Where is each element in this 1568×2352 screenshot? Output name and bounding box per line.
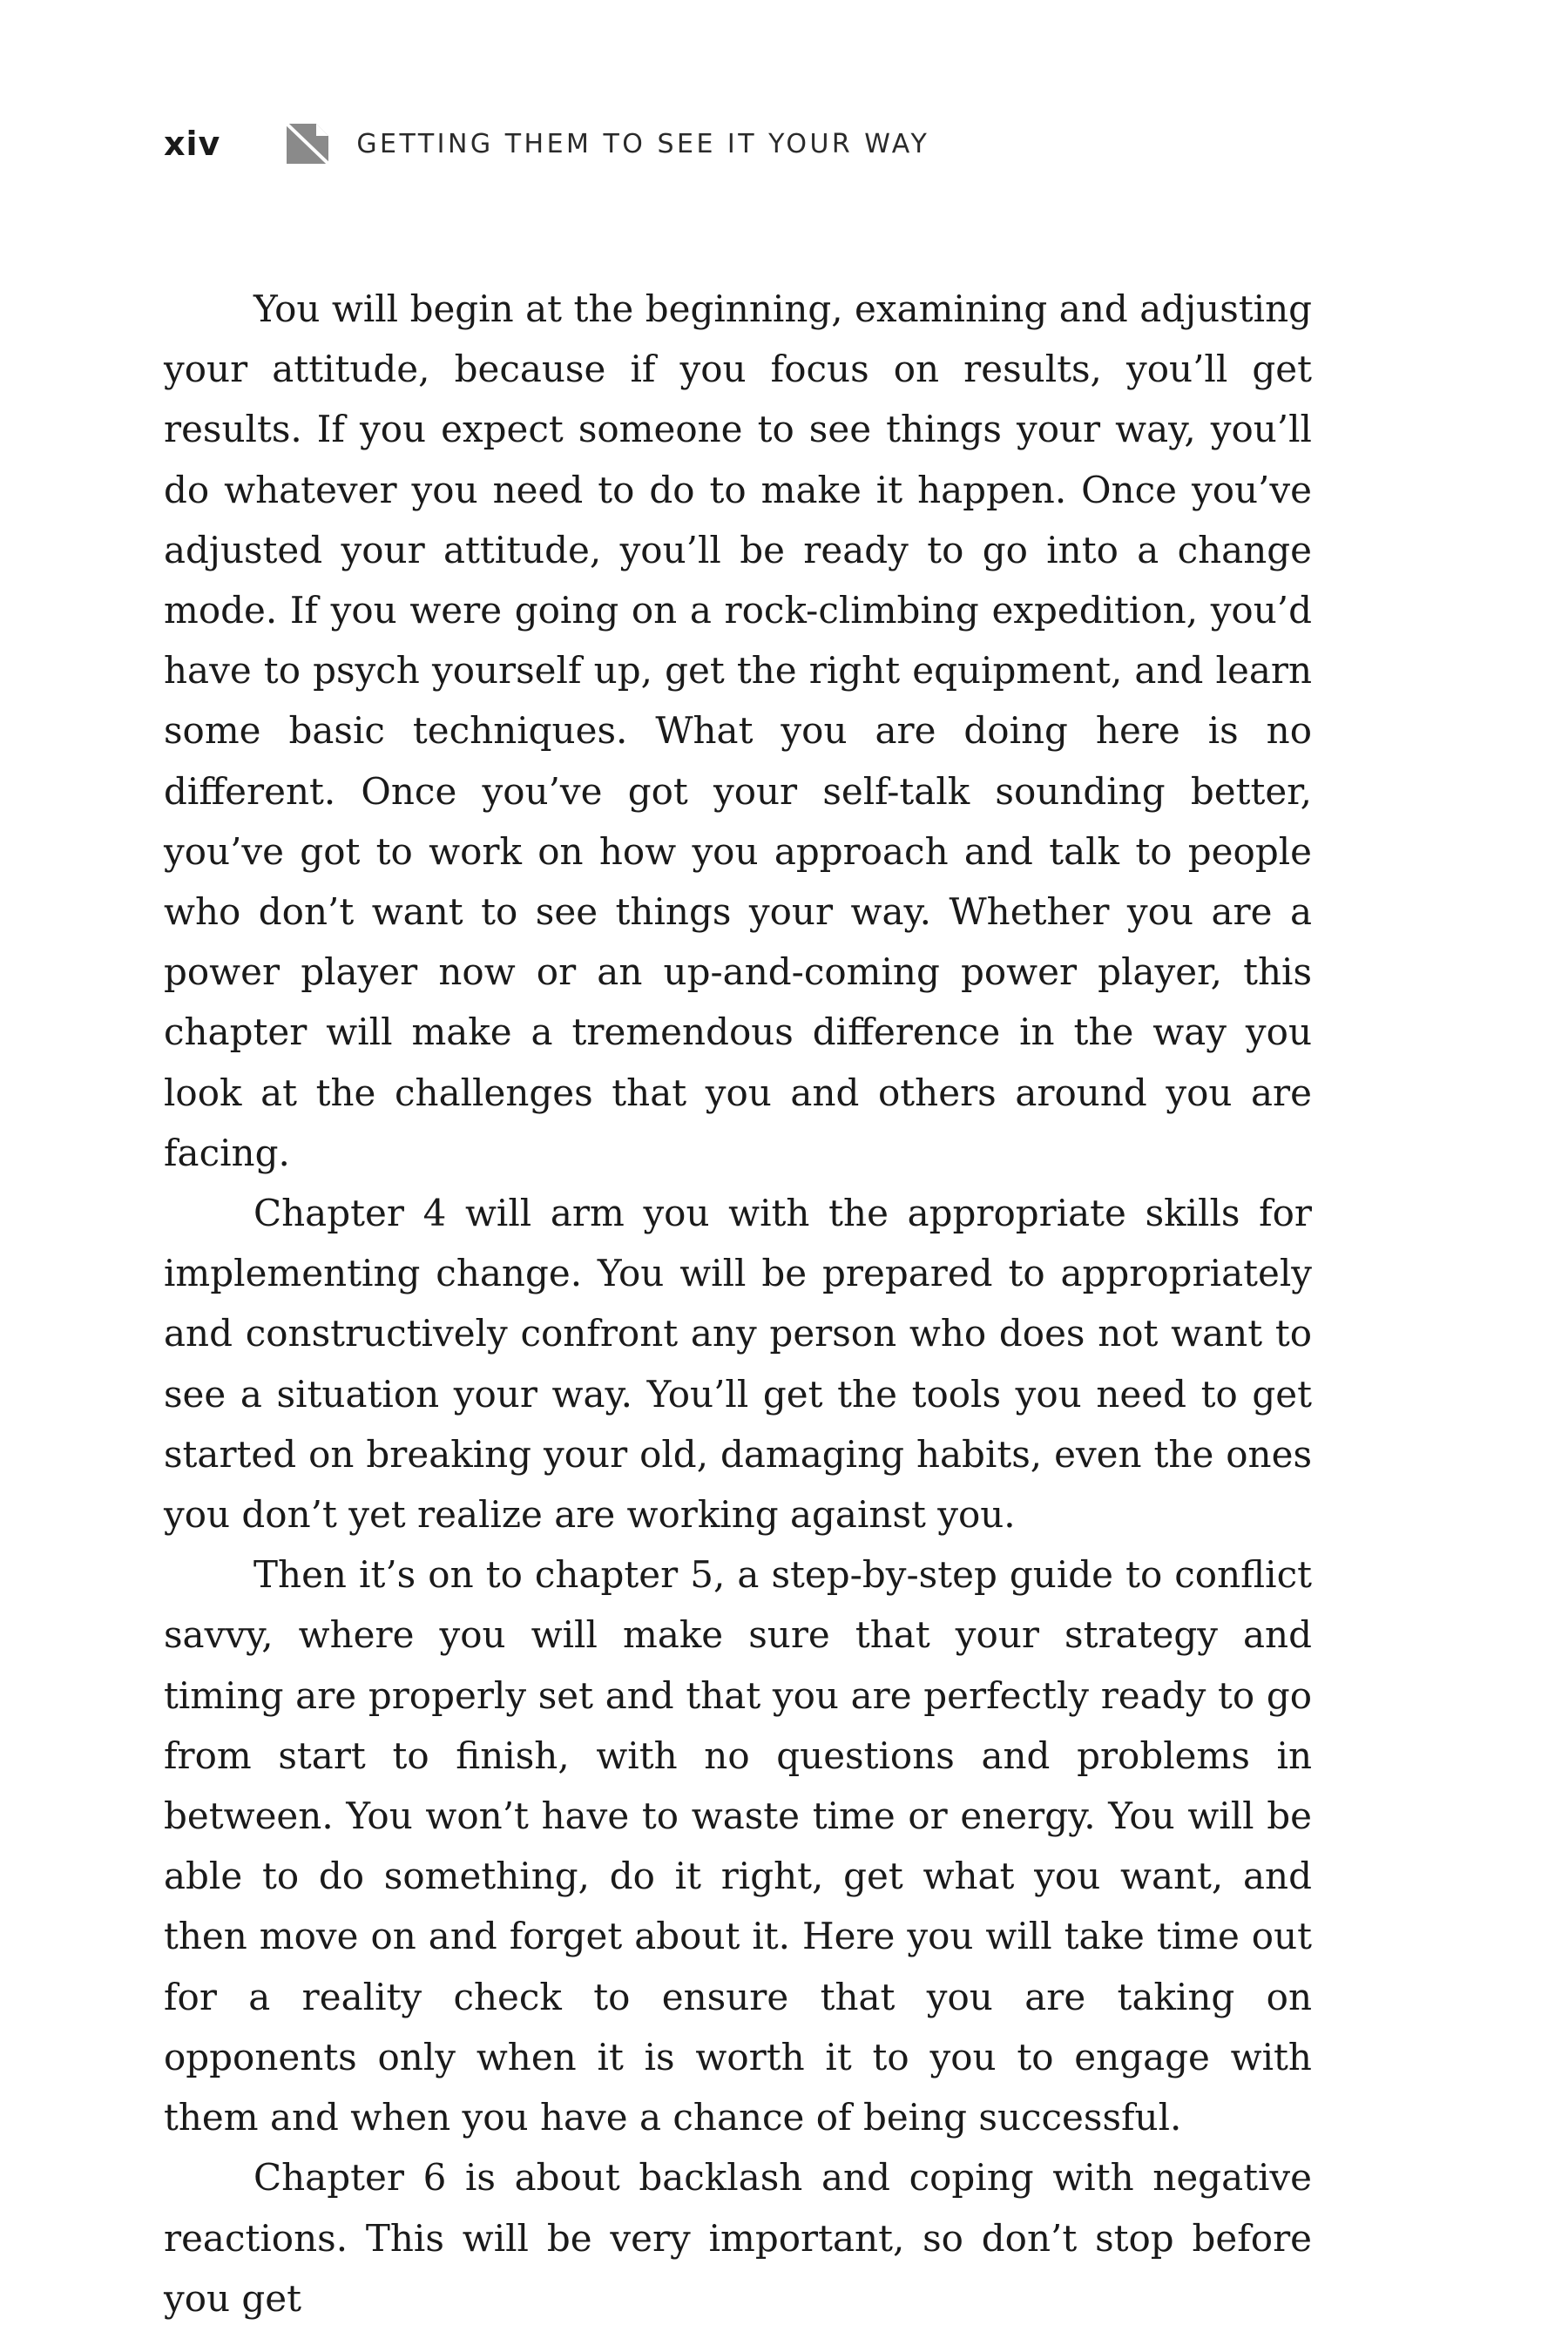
paragraph: Then it’s on to chapter 5, a step-by-step guide to conflict savvy, where you will make sure that your strategy and timing are properly set and that you are perfectly ready to go from start to finish, with no questions and problems in between. You won’t have to waste time or energy. You will be able to do something, do it right, get what you want, and then move on and forget about it. Here you will take time out for a reality check to ensure that you are taking on opponents only when it is worth it to you to engage with them and when you have a chance of being successful. [164, 1553, 1312, 2139]
page-number: xiv [164, 125, 221, 163]
corner-fold-icon [287, 124, 328, 164]
paragraph: You will begin at the beginning, examining and adjusting your attitude, because if you focus on results, you’ll get results. If you expect someone to see things your way, you’ll do whatever you need to do to make it happen. Once you’ve adjusted your attitude, you’ll be ready to go into a change mode. If you were going on a rock-climbing expedition, you’d have to psych yourself up, get the right equipment, and learn some basic techniques. What you are doing here is no different. Once you’ve got your self-talk sounding better, you’ve got to work on how you approach and talk to people who don’t want to see things your way. Whether you are a power player now or an up-and-coming power player, this chapter will make a tremendous difference in the way you look at the challenges that you and others around you are facing. [164, 287, 1312, 1174]
running-header [164, 122, 929, 166]
paragraph: Chapter 6 is about backlash and coping with negative reactions. This will be very important, so don’t stop before you get [164, 2156, 1312, 2320]
body-text [164, 279, 1312, 2328]
running-title: GETTING THEM TO SEE IT YOUR WAY [356, 128, 930, 159]
paragraph: Chapter 4 will arm you with the appropriate skills for implementing change. You will be prepared to appropriately and constructively confront any person who does not want to see a situation your way. You’ll get the tools you need to get started on breaking your old, damaging habits, even the ones you don’t yet realize are working against you. [164, 1192, 1312, 1537]
